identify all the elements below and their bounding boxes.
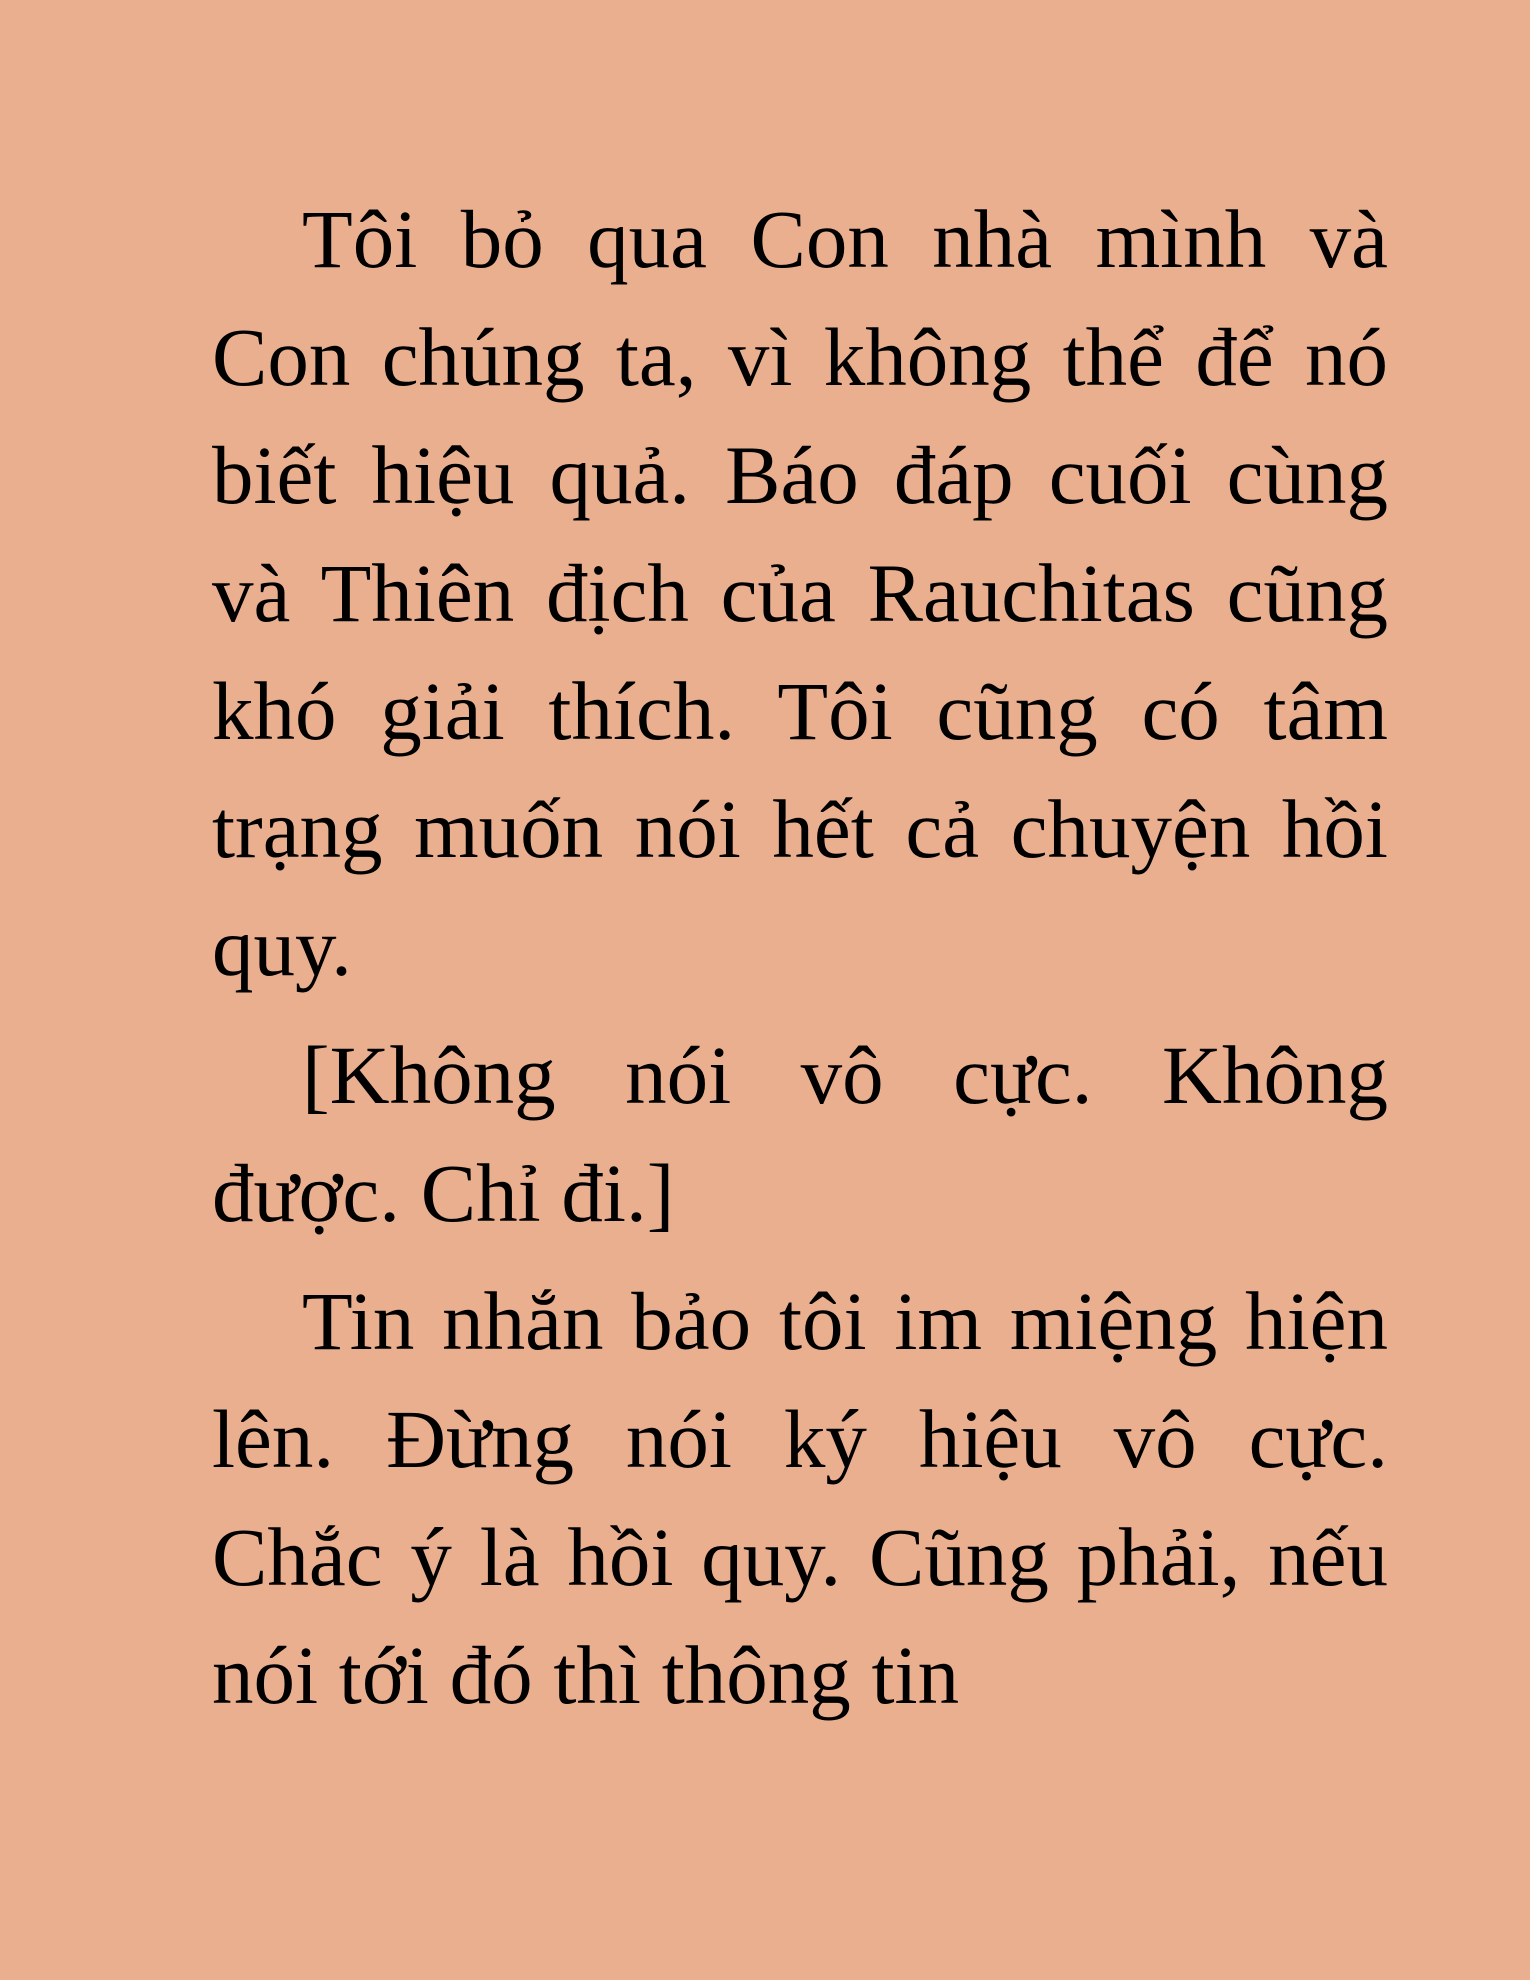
paragraph-2: [Không nói vô cực. Không được. Chỉ đi.] bbox=[212, 1029, 1388, 1239]
paragraph-1: Tôi bỏ qua Con nhà mình và Con chúng ta, vì không thể để nó biết hiệu quả. Báo đáp cuối cùng và Thiên địch của Rauchitas cũng khó giải thích. Tôi cũng có tâm trạng muốn nói hết cả chuyện hồi quy. bbox=[212, 193, 1388, 993]
paragraph-3: Tin nhắn bảo tôi im miệng hiện lên. Đừng nói ký hiệu vô cực. Chắc ý là hồi quy. Cũng phải, nếu nói tới đó thì thông tin bbox=[212, 1275, 1388, 1721]
document-page bbox=[212, 180, 1388, 1744]
